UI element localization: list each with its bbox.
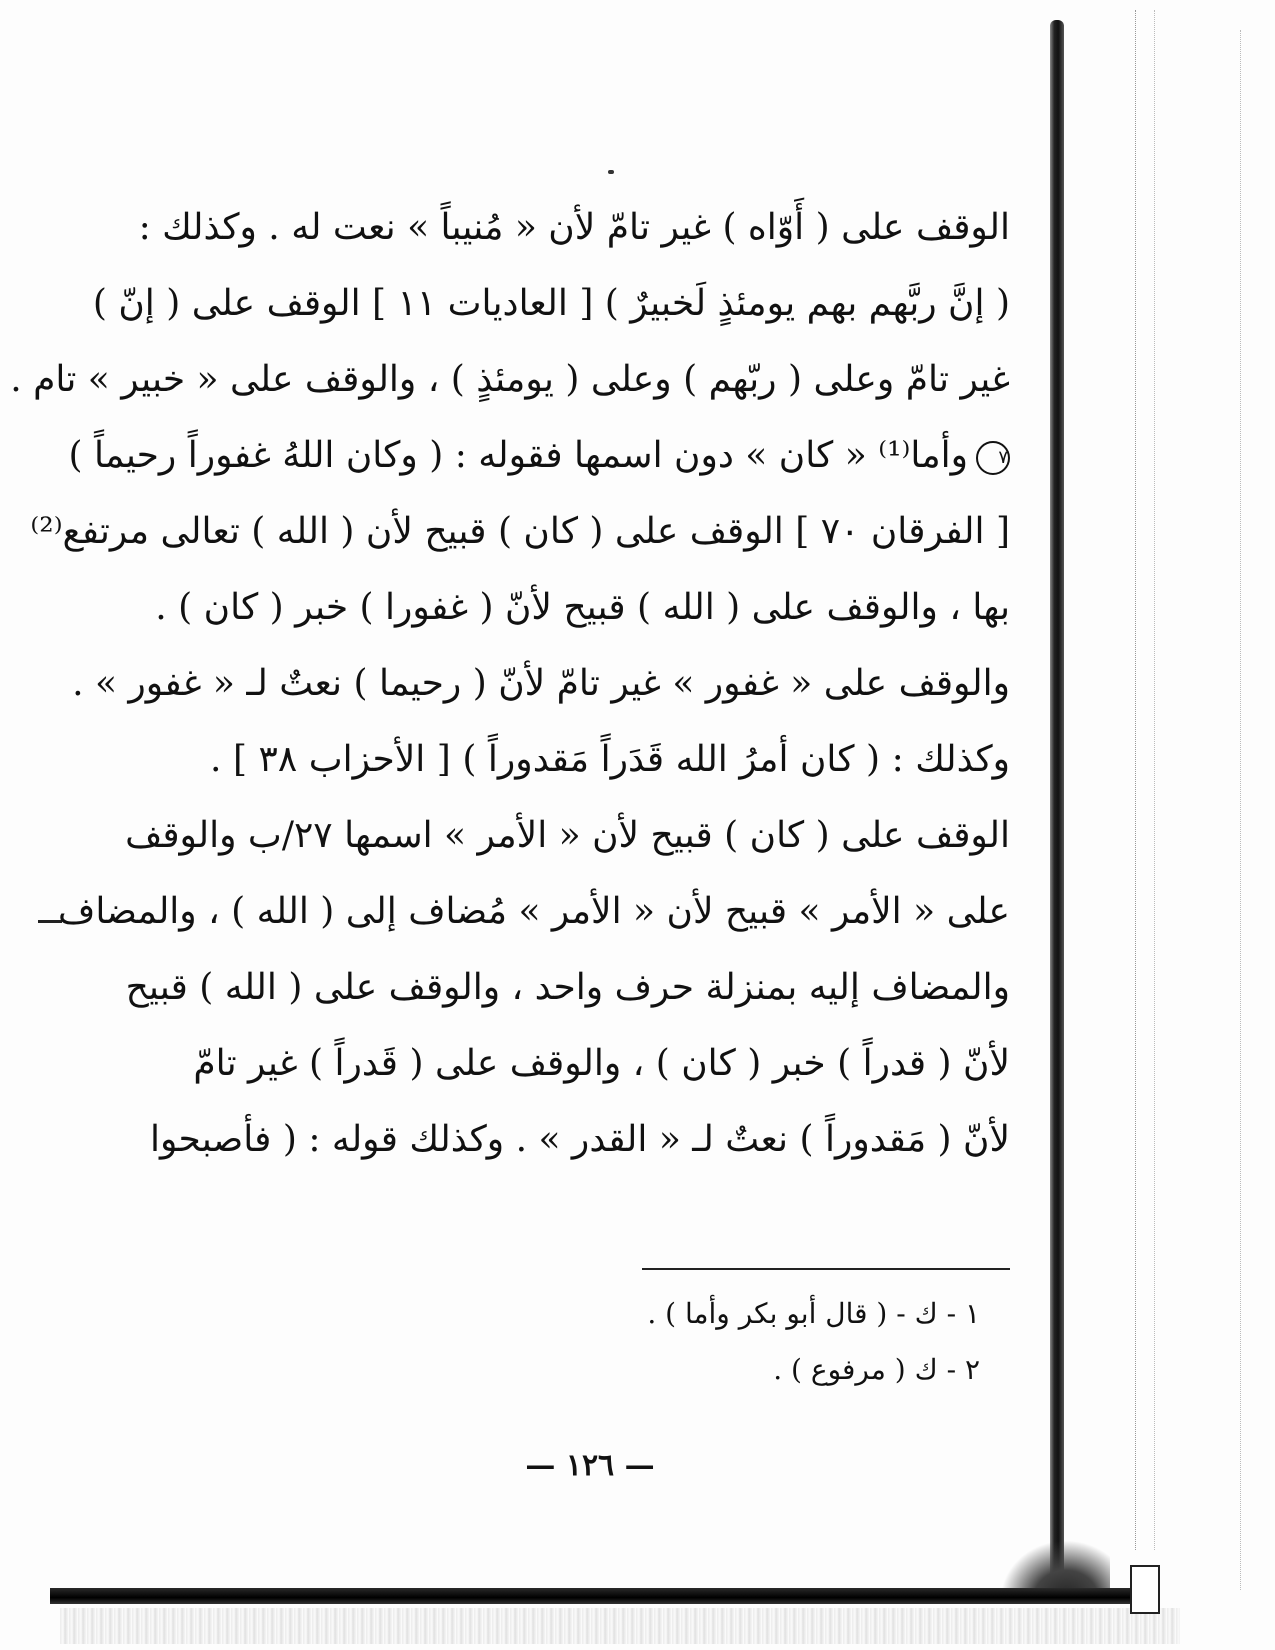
footnote-2: ٢ - ك ( مرفوع ) . [773, 1353, 980, 1386]
text-line-7: والوقف على « غفور » غير تامّ لأنّ ( رحيما ) نعتٌ لـ « غفور » . [72, 663, 1010, 704]
text-line-1: الوقف على ( أَوّاه ) غير تامّ لأن « مُنيباً » نعت له . وكذلك : [138, 207, 1010, 248]
footnote-separator [642, 1268, 1010, 1270]
scan-bottom-noise [60, 1608, 1180, 1644]
scan-right-edge [1240, 30, 1243, 1590]
scan-bottom-band [50, 1588, 1160, 1604]
text-line-10: على « الأمر » قبيح لأن « الأمر » مُضاف إلى ( الله ) ، والمضاف [58, 891, 1010, 932]
margin-marker-circle: ٧ [976, 441, 1010, 475]
footnotes [560, 1286, 980, 1398]
scan-corner-block [1130, 1565, 1160, 1614]
text-line-13: لأنّ ( مَقدوراً ) نعتٌ لـ « القدر » . وكذلك قوله : ( فأصبحوا [149, 1119, 1010, 1160]
ink-speck [608, 170, 614, 174]
text-line-8: وكذلك : ( كان أمرُ الله قَدَراً مَقدوراً ) [ الأحزاب ٣٨ ] . [210, 739, 1010, 780]
text-line-12: لأنّ ( قدراً ) خبر ( كان ) ، والوقف على ( قَدراً ) غير تامّ [193, 1043, 1010, 1084]
text-line-3: غير تامّ وعلى ( ربّهم ) وعلى ( يومئذٍ ) ، والوقف على « خبير » تام . [10, 359, 1010, 400]
text-line-11: والمضاف إليه بمنزلة حرف واحد ، والوقف على ( الله ) قبيح [125, 967, 1010, 1008]
scan-edge-dots [1135, 10, 1155, 1550]
text-line-4-content: وأما⁽¹⁾ « كان » دون اسمها فقوله : ( وكان اللهُ غفوراً رحيماً ) [68, 435, 968, 476]
text-line-6: بها ، والوقف على ( الله ) قبيح لأنّ ( غفورا ) خبر ( كان ) . [155, 587, 1010, 628]
text-line-2: ( إنَّ ربَّهم بهم يومئذٍ لَخبيرٌ ) [ العاديات ١١ ] الوقف على ( إنّ ) [92, 283, 1010, 324]
main-text [10, 190, 1010, 1178]
page-number: — ١٢٦ — [525, 1448, 655, 1483]
text-line-5: [ الفرقان ٧٠ ] الوقف على ( كان ) قبيح لأن ( الله ) تعالى مرتفع⁽²⁾ [30, 511, 1010, 552]
text-line-4 [68, 418, 1010, 494]
text-line-9: الوقف على ( كان ) قبيح لأن « الأمر » اسمها ٢٧/ب والوقف [125, 815, 1010, 856]
footnote-1: ١ - ك - ( قال أبو بكر وأما ) . [647, 1297, 980, 1330]
book-spine-shadow [1050, 20, 1064, 1600]
